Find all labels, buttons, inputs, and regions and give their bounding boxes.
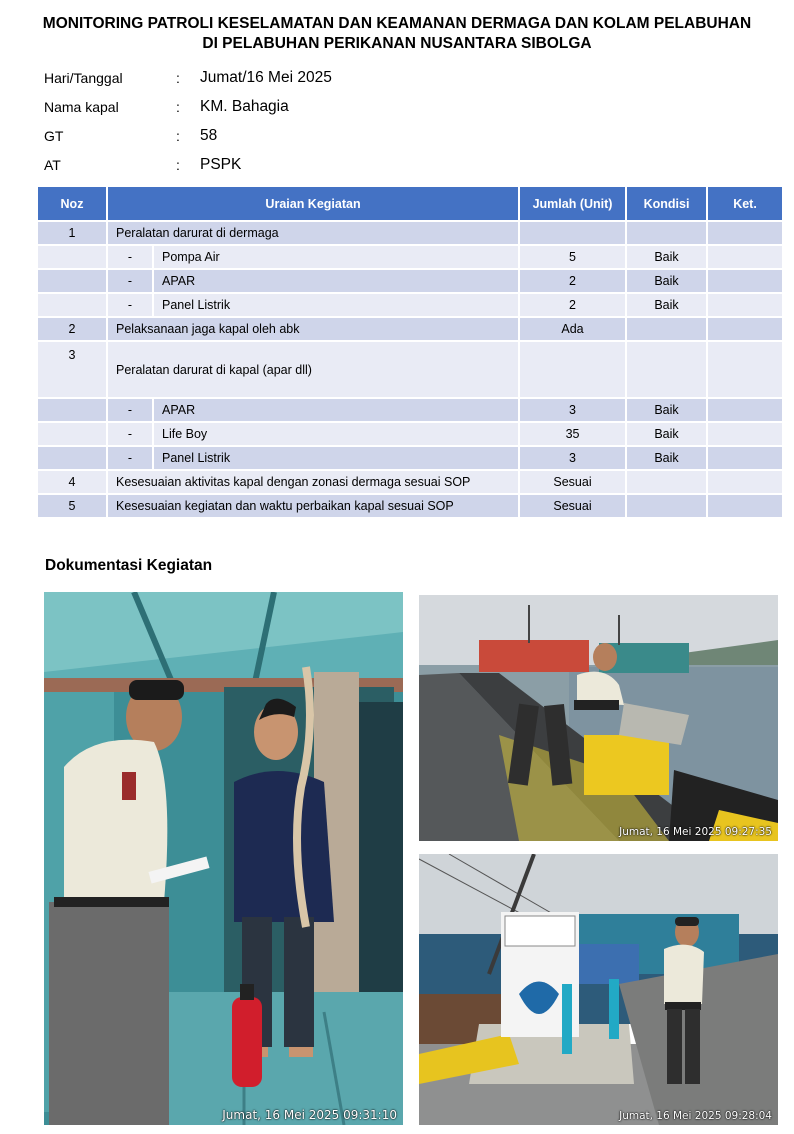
cell-no <box>38 423 106 445</box>
cell-kondisi: Baik <box>627 423 706 445</box>
cell-text: Kesesuaian aktivitas kapal dengan zonasi dermaga sesuai SOP <box>108 471 518 493</box>
cell-text: Life Boy <box>154 423 518 445</box>
cell-ket <box>708 471 782 493</box>
cell-dash: - <box>108 423 152 445</box>
table-row <box>38 318 782 340</box>
cell-ket <box>708 294 782 316</box>
info-colon: : <box>176 99 180 115</box>
cell-text: Pelaksanaan jaga kapal oleh abk <box>108 318 518 340</box>
cell-kondisi: Baik <box>627 294 706 316</box>
info-value: Jumat/16 Mei 2025 <box>200 69 332 86</box>
cell-jumlah: Sesuai <box>520 471 625 493</box>
photo-dock-panel-image <box>419 595 778 841</box>
cell-ket <box>708 423 782 445</box>
cell-no: 2 <box>38 318 106 340</box>
info-label: AT <box>44 157 61 173</box>
cell-no: 3 <box>38 342 106 397</box>
photo-dock-panel <box>419 595 778 841</box>
info-label: Hari/Tanggal <box>44 70 123 86</box>
cell-dash: - <box>108 294 152 316</box>
cell-ket <box>708 342 782 397</box>
cell-jumlah: Ada <box>520 318 625 340</box>
cell-text: APAR <box>154 270 518 292</box>
info-value: PSPK <box>200 156 242 173</box>
cell-kondisi: Baik <box>627 246 706 268</box>
cell-kondisi <box>627 342 706 397</box>
cell-kondisi: Baik <box>627 447 706 469</box>
table-row <box>38 342 782 397</box>
info-value: 58 <box>200 127 218 144</box>
cell-ket <box>708 495 782 517</box>
cell-jumlah: 2 <box>520 294 625 316</box>
patrol-table <box>36 185 784 519</box>
photo-timestamp: Jumat, 16 Mei 2025 09:28:04 <box>619 1110 772 1122</box>
cell-jumlah: 3 <box>520 447 625 469</box>
cell-dash: - <box>108 447 152 469</box>
info-colon: : <box>176 70 180 86</box>
header-no: Noz <box>38 187 106 220</box>
table-row <box>38 471 782 493</box>
header-ket: Ket. <box>708 187 782 220</box>
cell-jumlah: 2 <box>520 270 625 292</box>
photo-timestamp: Jumat, 16 Mei 2025 09:27:35 <box>619 826 772 838</box>
cell-jumlah: 3 <box>520 399 625 421</box>
cell-ket <box>708 222 782 244</box>
cell-kondisi: Baik <box>627 270 706 292</box>
documentation-heading: Dokumentasi Kegiatan <box>45 557 213 574</box>
table-row <box>38 270 782 292</box>
table-row <box>38 294 782 316</box>
title-line-1: MONITORING PATROLI KESELAMATAN DAN KEAMANAN DERMAGA DAN KOLAM PELABUHAN <box>42 15 752 32</box>
photo-timestamp: Jumat, 16 Mei 2025 09:31:10 <box>222 1108 397 1122</box>
cell-kondisi <box>627 222 706 244</box>
header-jumlah: Jumlah (Unit) <box>520 187 625 220</box>
cell-text: Kesesuaian kegiatan dan waktu perbaikan kapal sesuai SOP <box>108 495 518 517</box>
table-row <box>38 246 782 268</box>
cell-kondisi <box>627 495 706 517</box>
table-row <box>38 495 782 517</box>
photo-electrical-panel-image <box>419 854 778 1125</box>
cell-kondisi: Baik <box>627 399 706 421</box>
cell-no: 5 <box>38 495 106 517</box>
cell-ket <box>708 399 782 421</box>
cell-kondisi <box>627 471 706 493</box>
cell-text: Peralatan darurat di kapal (apar dll) <box>108 342 518 397</box>
cell-dash: - <box>108 270 152 292</box>
cell-text: Peralatan darurat di dermaga <box>108 222 518 244</box>
cell-text: Panel Listrik <box>154 447 518 469</box>
cell-no: 1 <box>38 222 106 244</box>
cell-ket <box>708 447 782 469</box>
cell-no <box>38 399 106 421</box>
cell-no <box>38 447 106 469</box>
info-colon: : <box>176 157 180 173</box>
title-line-2: DI PELABUHAN PERIKANAN NUSANTARA SIBOLGA <box>202 35 592 52</box>
cell-dash: - <box>108 399 152 421</box>
document-title <box>0 14 794 54</box>
table-row <box>38 423 782 445</box>
cell-jumlah: 35 <box>520 423 625 445</box>
cell-ket <box>708 246 782 268</box>
info-value: KM. Bahagia <box>200 98 289 115</box>
cell-jumlah: Sesuai <box>520 495 625 517</box>
cell-jumlah <box>520 342 625 397</box>
table-row <box>38 222 782 244</box>
info-label: GT <box>44 128 64 144</box>
photo-electrical-panel <box>419 854 778 1125</box>
cell-ket <box>708 270 782 292</box>
cell-jumlah <box>520 222 625 244</box>
header-uraian: Uraian Kegiatan <box>108 187 518 220</box>
cell-text: APAR <box>154 399 518 421</box>
cell-kondisi <box>627 318 706 340</box>
cell-dash: - <box>108 246 152 268</box>
table-row <box>38 399 782 421</box>
cell-ket <box>708 318 782 340</box>
cell-jumlah: 5 <box>520 246 625 268</box>
cell-text: Pompa Air <box>154 246 518 268</box>
cell-no <box>38 246 106 268</box>
cell-text: Panel Listrik <box>154 294 518 316</box>
cell-no: 4 <box>38 471 106 493</box>
table-row <box>38 447 782 469</box>
cell-no <box>38 270 106 292</box>
photo-ship-inspection-image <box>44 592 403 1125</box>
info-label: Nama kapal <box>44 99 119 115</box>
cell-no <box>38 294 106 316</box>
photo-ship-inspection <box>44 592 403 1125</box>
info-colon: : <box>176 128 180 144</box>
table-header-row <box>38 187 782 220</box>
header-kondisi: Kondisi <box>627 187 706 220</box>
